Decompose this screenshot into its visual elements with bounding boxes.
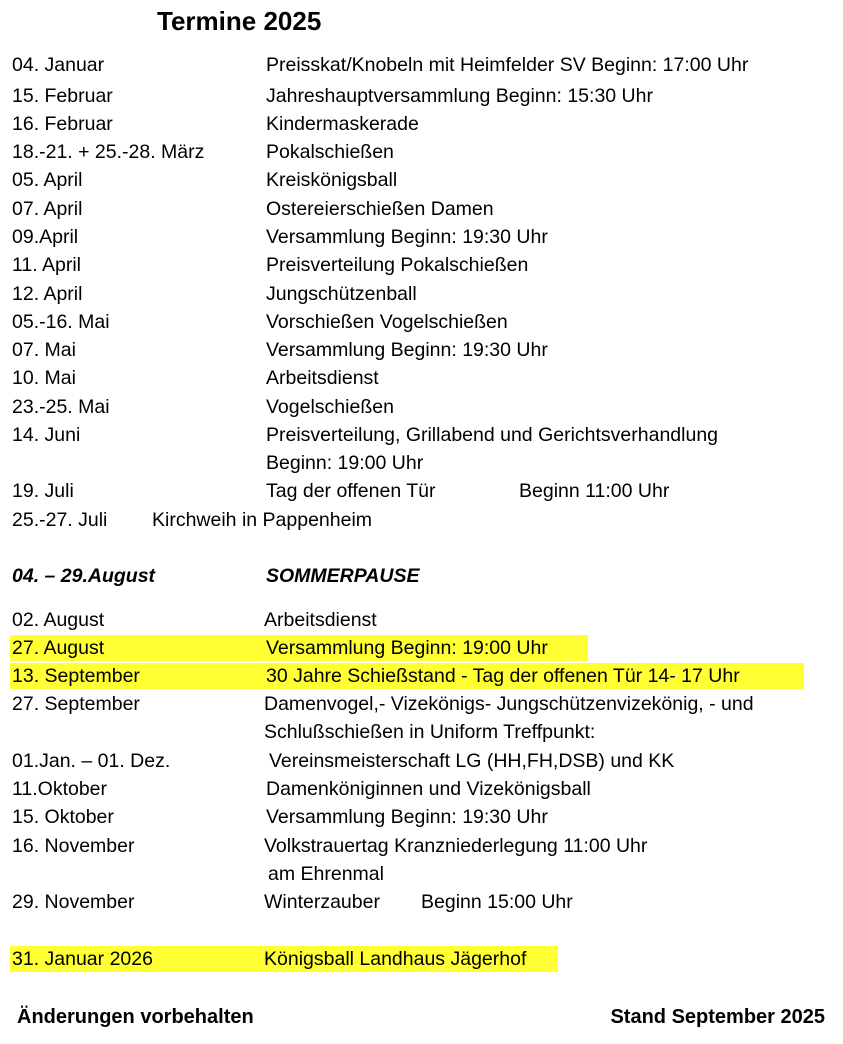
list-item	[0, 477, 843, 505]
list-item	[0, 308, 843, 336]
list-item	[0, 82, 843, 110]
list-item	[0, 690, 843, 718]
event-date: 16. November	[12, 835, 135, 857]
event-date: 25.-27. Juli	[12, 509, 108, 531]
list-item	[0, 364, 843, 392]
event-text: Tag der offenen Tür	[266, 480, 436, 502]
event-date: 19. Juli	[12, 480, 74, 502]
list-item	[0, 336, 843, 364]
list-item-continuation	[0, 449, 843, 477]
list-item	[0, 562, 843, 590]
event-date: 02. August	[12, 609, 105, 631]
event-text: Vereinsmeisterschaft LG (HH,FH,DSB) und KK	[269, 750, 675, 772]
event-text: Königsball Landhaus Jägerhof	[264, 948, 527, 970]
event-date: 13. September	[12, 665, 140, 687]
list-item	[0, 223, 843, 251]
event-date: 11. April	[12, 254, 82, 276]
event-date: 16. Februar	[12, 113, 113, 135]
list-item-highlighted	[0, 662, 843, 690]
event-time: Beginn 11:00 Uhr	[519, 480, 670, 502]
list-item	[0, 195, 843, 223]
event-date: 29. November	[12, 891, 135, 913]
event-text: Vogelschießen	[266, 396, 394, 418]
footer-note: Änderungen vorbehalten	[17, 1006, 254, 1028]
list-item	[0, 393, 843, 421]
event-text: Volkstrauertag Kranzniederlegung 11:00 Uhr	[264, 835, 648, 857]
event-text: Kindermaskerade	[266, 113, 419, 135]
event-date: 09.April	[12, 226, 79, 248]
list-item-highlighted	[0, 945, 843, 973]
event-text: Arbeitsdienst	[266, 367, 379, 389]
event-text: Jungschützenball	[266, 283, 417, 305]
list-item	[0, 747, 843, 775]
event-text: Pokalschießen	[266, 141, 394, 163]
event-date: 05.-16. Mai	[12, 311, 110, 333]
event-date: 07. April	[12, 198, 83, 220]
list-item-continuation	[0, 718, 843, 746]
event-text: 30 Jahre Schießstand - Tag der offenen Tür 14- 17 Uhr	[266, 665, 740, 687]
event-date: 12. April	[12, 283, 83, 305]
event-date: 15. Oktober	[12, 806, 114, 828]
event-date: 18.-21. + 25.-28. März	[12, 141, 205, 163]
event-date: 07. Mai	[12, 339, 76, 361]
event-date: 15. Februar	[12, 85, 113, 107]
event-text-continued: am Ehrenmal	[268, 863, 384, 885]
event-date: 11.Oktober	[12, 778, 108, 800]
list-item	[0, 506, 843, 534]
list-item	[0, 110, 843, 138]
event-date: 10. Mai	[12, 367, 76, 389]
event-text-continued: Schlußschießen in Uniform Treffpunkt:	[264, 721, 596, 743]
list-item	[0, 280, 843, 308]
event-text: Versammlung Beginn: 19:30 Uhr	[266, 226, 548, 248]
list-item	[0, 138, 843, 166]
event-date: 04. Januar	[12, 54, 105, 76]
footer-status: Stand September 2025	[610, 1006, 825, 1028]
event-text: SOMMERPAUSE	[266, 565, 420, 587]
page-title: Termine 2025	[157, 6, 322, 36]
event-text: Versammlung Beginn: 19:30 Uhr	[266, 806, 548, 828]
event-date: 01.Jan. – 01. Dez.	[12, 750, 171, 772]
event-text: Damenvogel,- Vizekönigs- Jungschützenvizekönig, - und	[264, 693, 754, 715]
event-date: 27. August	[12, 637, 105, 659]
event-date: 14. Juni	[12, 424, 81, 446]
event-text: Preisverteilung, Grillabend und Gerichtsverhandlung	[266, 424, 719, 446]
list-item	[0, 421, 843, 449]
event-date: 27. September	[12, 693, 140, 715]
list-item	[0, 251, 843, 279]
list-item	[0, 606, 843, 634]
event-text: Vorschießen Vogelschießen	[266, 311, 508, 333]
event-date: 04. – 29.August	[12, 565, 156, 587]
list-item-continuation	[0, 860, 843, 888]
list-item	[0, 888, 843, 916]
event-text: Ostereierschießen Damen	[266, 198, 494, 220]
event-text: Preisskat/Knobeln mit Heimfelder SV Beginn: 17:00 Uhr	[266, 54, 749, 76]
event-text: Versammlung Beginn: 19:30 Uhr	[266, 339, 548, 361]
event-text: Versammlung Beginn: 19:00 Uhr	[266, 637, 548, 659]
event-text: Arbeitsdienst	[264, 609, 377, 631]
event-date: 05. April	[12, 169, 83, 191]
event-date: 31. Januar 2026	[12, 948, 153, 970]
event-text: Winterzauber	[264, 891, 380, 913]
list-item	[0, 775, 843, 803]
event-text: Preisverteilung Pokalschießen	[266, 254, 529, 276]
list-item	[0, 166, 843, 194]
list-item	[0, 51, 843, 79]
event-text-continued: Beginn: 19:00 Uhr	[266, 452, 424, 474]
list-item	[0, 803, 843, 831]
event-text: Kreiskönigsball	[266, 169, 398, 191]
event-text: Kirchweih in Pappenheim	[152, 509, 373, 531]
event-text: Jahreshauptversammlung Beginn: 15:30 Uhr	[266, 85, 653, 107]
event-text: Damenköniginnen und Vizekönigsball	[266, 778, 591, 800]
event-date: 23.-25. Mai	[12, 396, 110, 418]
list-item-highlighted	[0, 634, 843, 662]
event-time: Beginn 15:00 Uhr	[421, 891, 573, 913]
list-item	[0, 832, 843, 860]
